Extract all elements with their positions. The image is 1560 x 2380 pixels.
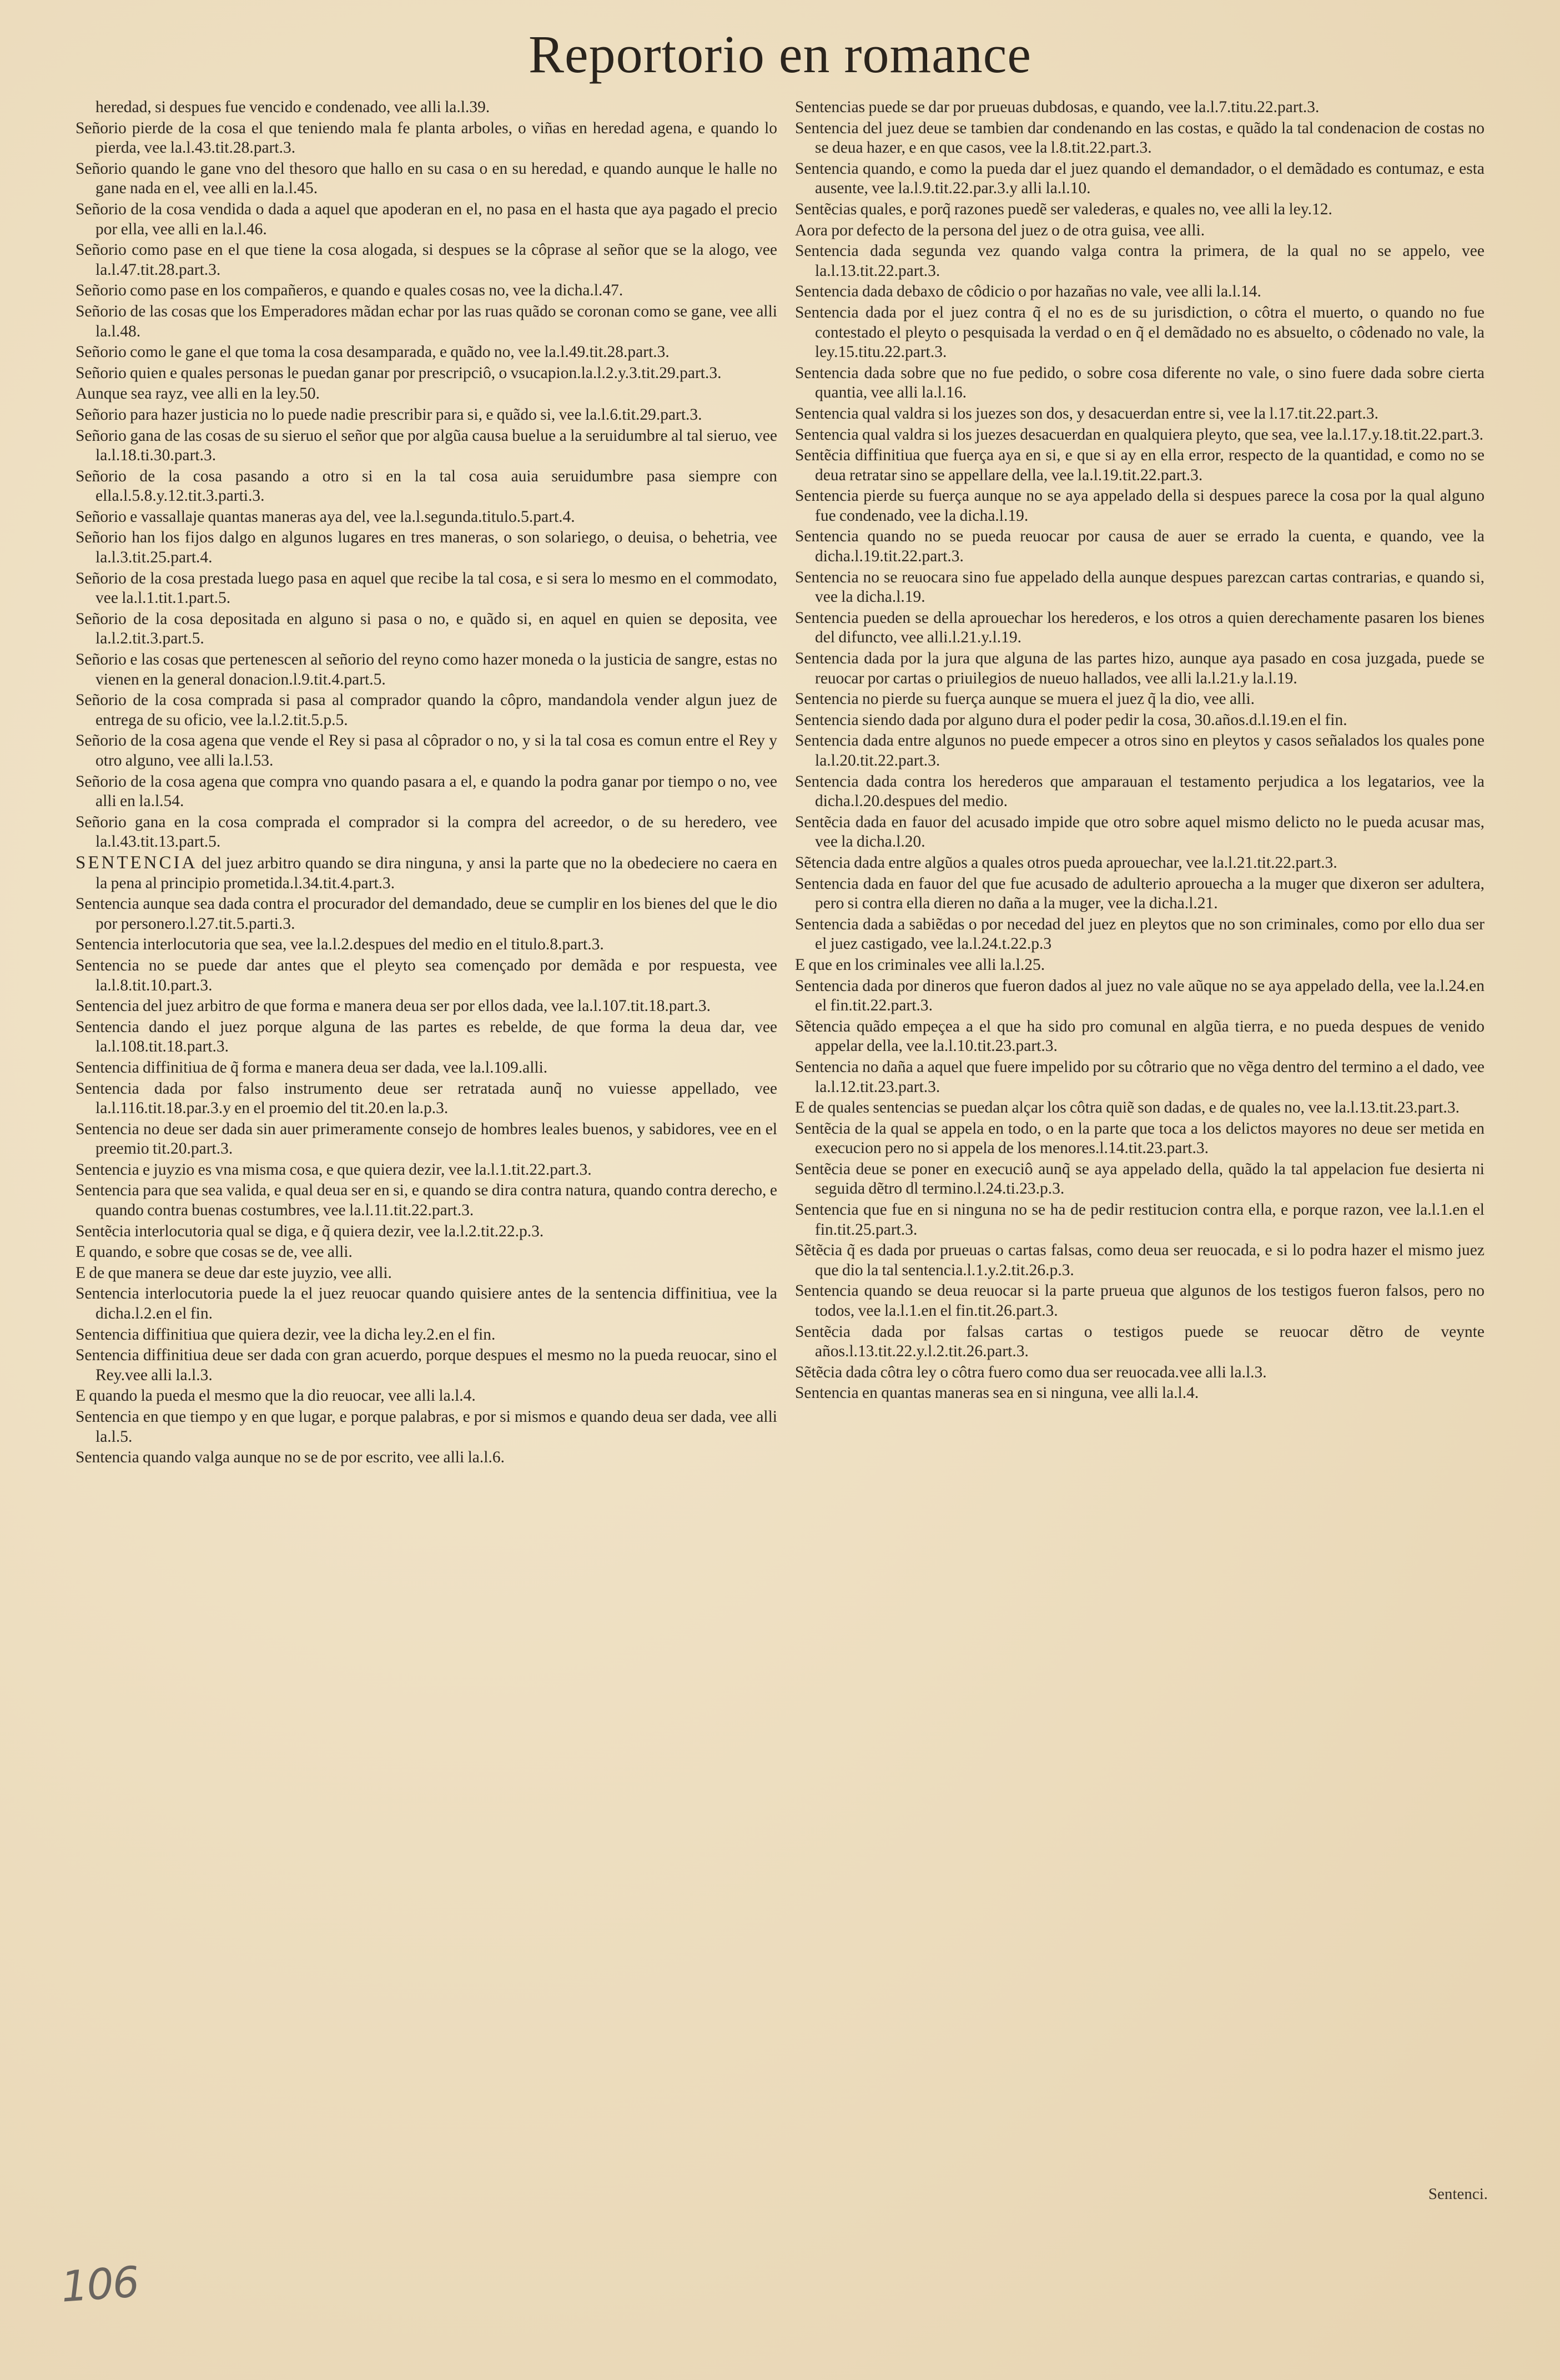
index-entry bbox=[76, 200, 777, 239]
entry-text: Sentencia dada por falso instrumento deue ser retratada aunq̃ no vuiesse appellado, vee la.l.116.tit.18.par.3.y en el proemio del tit.20.en la.p.3. bbox=[76, 1079, 777, 1118]
entry-text: Sentencia e juyzio es vna misma cosa, e que quiera dezir, vee la.l.1.tit.22.part.3. bbox=[76, 1160, 592, 1179]
entry-text: E quando la pueda el mesmo que la dio reuocar, vee alli la.l.4. bbox=[76, 1387, 476, 1405]
index-entry bbox=[76, 1160, 777, 1180]
index-entry bbox=[76, 426, 777, 466]
entry-text: Señorio de la cosa agena que compra vno quando pasara a el, e quando la podra ganar por tiempo o no, vee alli en la.l.54. bbox=[76, 772, 777, 811]
index-entry bbox=[795, 527, 1484, 566]
entry-text: Sentencia qual valdra si los juezes son dos, y desacuerdan entre si, vee la l.17.tit.22.part.3. bbox=[795, 404, 1378, 422]
entry-text: Sentencia diffinitiua deue ser dada con gran acuerdo, porque despues el mesmo no la pueda reuocar, sino el Rey.vee alli la.l.3. bbox=[76, 1346, 777, 1384]
entry-text: Sentencia no se puede dar antes que el pleyto sea començado por demãda e por respuesta, vee la.l.8.tit.10.part.3. bbox=[76, 956, 777, 994]
entry-text: Sentencia no deue ser dada sin auer primeramente consejo de hombres leales buenos, y sabidores, vee en el preemio tit.20.part.3. bbox=[76, 1120, 777, 1158]
index-entry bbox=[795, 1241, 1484, 1280]
section-heading: SENTENCIA bbox=[76, 852, 198, 873]
index-entry bbox=[795, 731, 1484, 771]
entry-text: Sentẽcia deue se poner en execuciô aunq̃ se aya appelado della, quãdo la tal appelacion fue desierta ni seguida dẽtro dl termino.l.24.ti.23.p.3. bbox=[795, 1160, 1484, 1198]
handwritten-folio-number: 106 bbox=[59, 2257, 140, 2312]
entry-text: E quando, e sobre que cosas se de, vee alli. bbox=[76, 1243, 353, 1261]
index-entry bbox=[795, 1160, 1484, 1199]
entry-text: Señorio e vassallaje quantas maneras aya del, vee la.l.segunda.titulo.5.part.4. bbox=[76, 507, 575, 526]
index-entry bbox=[76, 956, 777, 995]
entry-text: Sentencia quando se deua reuocar si la parte prueua que algunos de los testigos fueron falsos, pero no todos, vee la.l.1.en el fin.tit.26.part.3. bbox=[795, 1282, 1484, 1320]
index-entry bbox=[795, 200, 1484, 220]
index-entry bbox=[76, 894, 777, 934]
entry-text: Sentencia del juez arbitro de que forma e manera deua ser por ellos dada, vee la.l.107.tit.18.part.3. bbox=[76, 997, 711, 1015]
catchword: Sentenci. bbox=[1428, 2185, 1488, 2203]
entry-text: Señorio de la cosa vendida o dada a aquel que apoderan en el, no pasa en el hasta que aya pagado el precio por ella, vee alli en la.l.46. bbox=[76, 200, 777, 238]
index-entry bbox=[795, 853, 1484, 873]
index-entry bbox=[76, 1407, 777, 1447]
right-column bbox=[795, 98, 1484, 2196]
index-entry bbox=[795, 649, 1484, 688]
index-entry bbox=[76, 691, 777, 730]
index-entry bbox=[76, 384, 777, 404]
entry-text: Señorio como le gane el que toma la cosa desamparada, e quãdo no, vee la.l.49.tit.28.part.3. bbox=[76, 343, 670, 361]
entry-text: Sentencia dada segunda vez quando valga contra la primera, de la qual no se appelo, vee la.l.13.tit.22.part.3. bbox=[795, 242, 1484, 280]
index-entry bbox=[76, 569, 777, 608]
entry-text: Sentẽcia interlocutoria qual se diga, e q̃ quiera dezir, vee la.l.2.tit.22.p.3. bbox=[76, 1222, 544, 1240]
index-entry bbox=[76, 159, 777, 199]
index-entry bbox=[76, 813, 777, 852]
entry-text: Sentencia aunque sea dada contra el procurador del demandado, deue se cumplir en los bienes del que le dio por personero.l.27.tit.5.parti.3. bbox=[76, 895, 777, 933]
index-entry bbox=[76, 853, 777, 893]
entry-text: Sẽtencia quãdo empeçea a el que ha sido pro comunal en algũa tierra, e no pueda despues de venido appelar della, vee la.l.10.tit.23.part.3. bbox=[795, 1017, 1484, 1055]
entry-text: Sentencia no daña a aquel que fuere impelido por su côtrario que no vẽga dentro del termino a el dado, vee la.l.12.tit.23.part.3. bbox=[795, 1058, 1484, 1096]
entry-text: Sentẽcia dada por falsas cartas o testigos puede se reuocar dẽtro de veynte años.l.13.tit.22.y.l.2.tit.26.part.3. bbox=[795, 1322, 1484, 1361]
entry-text: Sentencia diffinitiua que quiera dezir, vee la dicha ley.2.en el fin. bbox=[76, 1325, 496, 1344]
entry-text: Sentencia dada entre algunos no puede empecer a otros sino en pleytos y casos señalados los quales pone la.l.20.tit.22.part.3. bbox=[795, 732, 1484, 769]
index-entry bbox=[76, 1325, 777, 1345]
entry-text: Señorio como pase en los compañeros, e quando e quales cosas no, vee la dicha.l.47. bbox=[76, 281, 623, 300]
index-entry bbox=[76, 1058, 777, 1078]
entry-text: heredad, si despues fue vencido e condenado, vee alli la.l.39. bbox=[95, 98, 490, 116]
index-entry bbox=[795, 1281, 1484, 1321]
index-entry bbox=[76, 610, 777, 649]
entry-text: Aunque sea rayz, vee alli en la ley.50. bbox=[76, 385, 320, 403]
index-entry bbox=[795, 1058, 1484, 1097]
entry-text: E de quales sentencias se puedan alçar los côtra quiẽ son dadas, e de quales no, vee la.l.13.tit.23.part.3. bbox=[795, 1099, 1460, 1117]
index-entry bbox=[76, 528, 777, 567]
index-entry bbox=[795, 1119, 1484, 1159]
entry-text: Sentencia dada por el juez contra q̃ el no es de su jurisdiction, o côtra el muerto, o quando no fue contestado el pleyto o pesquisada la verdad o en q̃ el demãdado no es absuelto, o côdenado no vale, la ley.15.titu.22.part.3. bbox=[795, 303, 1484, 361]
entry-text: Señorio han los fijos dalgo en algunos lugares en tres maneras, o son solariego, o deuisa, o behetria, vee la.l.3.tit.25.part.4. bbox=[76, 529, 777, 567]
entry-text: Señorio de la cosa agena que vende el Rey si pasa al côprador o no, y si la tal cosa es comun entre el Rey y otro alguno, vee alli la.l.53. bbox=[76, 732, 777, 769]
entry-text: Sentencia dando el juez porque alguna de las partes es rebelde, de que forma la deua dar, vee la.l.108.tit.18.part.3. bbox=[76, 1018, 777, 1056]
index-entry bbox=[76, 1264, 777, 1284]
entry-text: E de que manera se deue dar este juyzio, vee alli. bbox=[76, 1264, 392, 1282]
entry-text: Sentẽcias quales, e porq̃ razones puedẽ ser valederas, e quales no, vee alli la ley.12. bbox=[795, 200, 1332, 218]
index-entry bbox=[76, 1242, 777, 1262]
entry-text: Sentencia en que tiempo y en que lugar, e porque palabras, e por si mismos e quando deua ser dada, vee alli la.l.5. bbox=[76, 1408, 777, 1446]
index-entry bbox=[76, 281, 777, 301]
entry-text: Señorio de la cosa pasando a otro si en la tal cosa auia seruidumbre pasa siempre con ella.l.5.8.y.12.tit.3.parti.3. bbox=[76, 467, 777, 505]
entry-text: Sẽtẽcia dada côtra ley o côtra fuero como dua ser reuocada.vee alli la.l.3. bbox=[795, 1363, 1267, 1381]
entry-text: Sentencia siendo dada por alguno dura el poder pedir la cosa, 30.años.d.l.19.en el fin. bbox=[795, 711, 1347, 729]
entry-text: Señorio de la cosa prestada luego pasa en aquel que recibe la tal cosa, e si sera lo mesmo en el commodato, vee la.l.1.tit.1.part.5. bbox=[76, 569, 777, 607]
entry-text: del juez arbitro quando se dira ninguna, y ansi la parte que no la obedeciere no caera en la pena al principio prometida.l.34.tit.4.part.3. bbox=[95, 854, 777, 892]
index-entry bbox=[76, 650, 777, 690]
entry-text: Señorio de la cosa comprada si pasa al comprador quando la côpro, mandandola vender algun juez de entrega de su oficio, vee la.l.2.tit.5.p.5. bbox=[76, 691, 777, 729]
index-entry bbox=[795, 1383, 1484, 1403]
entry-text: Sẽtencia dada entre algũos a quales otros pueda aprouechar, vee la.l.21.tit.22.part.3. bbox=[795, 853, 1337, 872]
entry-text: Sentencia quando, e como la pueda dar el juez quando el demandador, o el demãdado es contumaz, e esta ausente, vee la.l.9.tit.22.par.3.y alli la.l.10. bbox=[795, 159, 1484, 198]
entry-text: Sentencia pueden se della aprouechar los herederos, e los otros a quien derechamente pasaren los bienes del difuncto, vee alli.l.21.y.l.19. bbox=[795, 608, 1484, 647]
entry-text: Sentencia que fue en si ninguna no se ha de pedir restitucion contra ella, e porque razon, vee la.l.1.en el fin.tit.25.part.3. bbox=[795, 1201, 1484, 1239]
entry-text: Señorio pierde de la cosa el que teniendo mala fe planta arboles, o viñas en heredad agena, e quando lo pierda, vee la.l.43.tit.28.part.3. bbox=[76, 119, 777, 157]
index-entry bbox=[795, 711, 1484, 731]
entry-text: Sentencia para que sea valida, e qual deua ser en si, e quando se dira contra natura, quando contra derecho, e quando contra buenas costumbres, vee la.l.11.tit.22.part.3. bbox=[76, 1181, 777, 1220]
entry-text: Señorio para hazer justicia no lo puede nadie prescribir para si, e quãdo si, vee la.l.6.tit.29.part.3. bbox=[76, 405, 702, 424]
index-entry bbox=[795, 1098, 1484, 1118]
entry-text: Señorio quando le gane vno del thesoro que hallo en su casa o en su heredad, e quando aunque le halle no gane nada en el, vee alli en la.l.45. bbox=[76, 159, 777, 198]
index-entry bbox=[76, 1018, 777, 1057]
entry-text: Sẽtẽcia q̃ es dada por prueuas o cartas falsas, como deua ser reuocada, e si lo podra hazer el mismo juez que dio la tal sentencia.l.1.y.2.tit.26.p.3. bbox=[795, 1241, 1484, 1279]
index-entry bbox=[795, 608, 1484, 648]
entry-text: Sentencia dada por dineros que fueron dados al juez no vale aũque no se aya appelado della, vee la.l.24.en el fin.tit.22.part.3. bbox=[795, 977, 1484, 1015]
index-entry bbox=[795, 119, 1484, 158]
index-entry bbox=[76, 1181, 777, 1220]
index-entry bbox=[795, 813, 1484, 852]
entry-text: Señorio como pase en el que tiene la cosa alogada, si despues se la côprase al señor que se la alogo, vee la.l.47.tit.28.part.3. bbox=[76, 241, 777, 279]
index-entry bbox=[795, 425, 1484, 445]
index-entry bbox=[795, 772, 1484, 812]
index-entry bbox=[76, 119, 777, 158]
index-entry bbox=[76, 467, 777, 506]
entry-text: Sentencia dada sobre que no fue pedido, o sobre cosa diferente no vale, o sino fuere dada sobre cierta quantia, vee alli la.l.16. bbox=[795, 364, 1484, 402]
index-entry bbox=[795, 1017, 1484, 1056]
index-entry bbox=[76, 364, 777, 384]
entry-text: Señorio quien e quales personas le puedan ganar por prescripciô, o vsucapion.la.l.2.y.3.tit.29.part.3. bbox=[76, 364, 722, 382]
entry-text: Sentencia del juez deue se tambien dar condenando en las costas, e quãdo la tal condenacion de costas no se deua hazer, e en que casos, vee la l.8.tit.22.part.3. bbox=[795, 119, 1484, 157]
index-entry bbox=[795, 446, 1484, 485]
entry-text: Sentencia interlocutoria puede la el juez reuocar quando quisiere antes de la sentencia diffinitiua, vee la dicha.l.2.en el fin. bbox=[76, 1285, 777, 1323]
index-entry bbox=[795, 568, 1484, 607]
index-entry bbox=[795, 241, 1484, 281]
index-entry bbox=[76, 1120, 777, 1159]
entry-text: Sentencia quando valga aunque no se de por escrito, vee alli la.l.6. bbox=[76, 1448, 505, 1467]
entry-text: Sentencia dada por la jura que alguna de las partes hizo, aunque aya pasado en cosa juzgada, puede se reuocar por cartas o priuilegios de nueuo hallados, vee alli la.l.21.y la.l.19. bbox=[795, 650, 1484, 687]
entry-text: E que en los criminales vee alli la.l.25. bbox=[795, 955, 1045, 974]
index-entry bbox=[76, 1222, 777, 1242]
index-entry bbox=[76, 98, 777, 118]
index-entry bbox=[795, 364, 1484, 403]
index-entry bbox=[795, 1363, 1484, 1383]
entry-text: Sentencia pierde su fuerça aunque no se aya appelado della si despues parece la cosa por la qual alguno fue condenado, vee la dicha.l.19. bbox=[795, 487, 1484, 525]
index-entry bbox=[76, 405, 777, 425]
index-entry bbox=[76, 343, 777, 363]
entry-text: Sentẽcia dada en fauor del acusado impide que otro sobre aquel mismo delicto no le pueda acusar mas, vee la dicha.l.20. bbox=[795, 813, 1484, 851]
entry-text: Sentencia quando no se pueda reuocar por causa de auer se errado la cuenta, e quando, vee la dicha.l.19.tit.22.part.3. bbox=[795, 527, 1484, 566]
index-entry bbox=[76, 1079, 777, 1119]
entry-text: Sentencia en quantas maneras sea en si ninguna, vee alli la.l.4. bbox=[795, 1384, 1199, 1402]
entry-text: Sentencia qual valdra si los juezes desacuerdan en qualquiera pleyto, que sea, vee la.l.17.y.18.tit.22.part.3. bbox=[795, 425, 1484, 444]
index-entry bbox=[795, 303, 1484, 363]
entry-text: Sentencias puede se dar por prueuas dubdosas, e quando, vee la.l.7.titu.22.part.3. bbox=[795, 98, 1320, 116]
index-entry bbox=[795, 1322, 1484, 1362]
entry-text: Sentencia no se reuocara sino fue appelado della aunque despues parezcan cartas contrarias, e quando si, vee la dicha.l.19. bbox=[795, 568, 1484, 606]
page-title: Reportorio en romance bbox=[529, 24, 1031, 84]
index-entry bbox=[795, 98, 1484, 118]
index-entry bbox=[76, 997, 777, 1017]
index-entry bbox=[76, 731, 777, 771]
index-entry bbox=[795, 486, 1484, 526]
index-entry bbox=[76, 1284, 777, 1324]
index-entry bbox=[76, 1448, 777, 1468]
index-entry bbox=[795, 874, 1484, 914]
index-entry bbox=[76, 1386, 777, 1406]
index-entry bbox=[795, 221, 1484, 241]
index-entry bbox=[76, 772, 777, 812]
entry-text: Sentencia dada en fauor del que fue acusado de adulterio aprouecha a la muger que dixeron ser adultera, pero si contra ella dieren no daña a la muger, vee la dicha.l.21. bbox=[795, 874, 1484, 913]
index-entry bbox=[795, 1200, 1484, 1240]
entry-text: Sentencia interlocutoria que sea, vee la.l.2.despues del medio en el titulo.8.part.3. bbox=[76, 935, 604, 954]
entry-text: Sentencia diffinitiua de q̃ forma e manera deua ser dada, vee la.l.109.alli. bbox=[76, 1058, 548, 1076]
entry-text: Señorio de las cosas que los Emperadores mãdan echar por las ruas quãdo se coronan como se gane, vee alli la.l.48. bbox=[76, 302, 777, 340]
entry-text: Sentencia dada contra los herederos que amparauan el testamento perjudica a los legatarios, vee la dicha.l.20.despues del medio. bbox=[795, 772, 1484, 811]
index-entry bbox=[795, 955, 1484, 975]
entry-text: Sentẽcia diffinitiua que fuerça aya en si, e que si ay en ella error, respecto de la quantidad, e como no se deua retratar sino se appellare della, vee la.l.19.tit.22.part.3. bbox=[795, 446, 1484, 484]
index-entry bbox=[795, 159, 1484, 199]
entry-text: Señorio de la cosa depositada en alguno si pasa o no, e quãdo si, en aquel en quien se deposita, vee la.l.2.tit.3.part.5. bbox=[76, 610, 777, 648]
left-column bbox=[76, 98, 777, 2196]
index-entry bbox=[795, 915, 1484, 954]
index-entry bbox=[76, 507, 777, 527]
entry-text: Sentencia dada debaxo de côdicio o por hazañas no vale, vee alli la.l.14. bbox=[795, 283, 1261, 301]
entry-text: Señorio gana de las cosas de su sieruo el señor que por algũa causa buelue a la seruidumbre al tal sieruo, vee la.l.18.ti.30.part.3. bbox=[76, 426, 777, 465]
index-entry bbox=[795, 690, 1484, 710]
entry-text: Señorio e las cosas que pertenescen al señorio del reyno como hazer moneda o la justicia de sangre, estas no vienen en la general donacion.l.9.tit.4.part.5. bbox=[76, 651, 777, 688]
entry-text: Sentẽcia de la qual se appela en todo, o en la parte que toca a los delictos mayores no deue ser metida en execucion pero no si appela de los menores.l.14.tit.23.part.3. bbox=[795, 1119, 1484, 1158]
index-entry bbox=[795, 404, 1484, 424]
entry-text: Sentencia dada a sabiẽdas o por necedad del juez en pleytos que no son criminales, como por ello dua ser el juez castigado, vee la.l.24.t.22.p.3 bbox=[795, 915, 1484, 953]
index-entry bbox=[76, 302, 777, 341]
index-entry bbox=[795, 977, 1484, 1016]
entry-text: Señorio gana en la cosa comprada el comprador si la compra del acreedor, o de su heredero, vee la.l.43.tit.13.part.5. bbox=[76, 813, 777, 851]
entry-text: Aora por defecto de la persona del juez o de otra guisa, vee alli. bbox=[795, 221, 1205, 239]
index-entry bbox=[76, 1346, 777, 1385]
index-entry bbox=[76, 240, 777, 280]
index-entry bbox=[795, 282, 1484, 302]
entry-text: Sentencia no pierde su fuerça aunque se muera el juez q̃ la dio, vee alli. bbox=[795, 690, 1255, 708]
index-entry bbox=[76, 935, 777, 955]
